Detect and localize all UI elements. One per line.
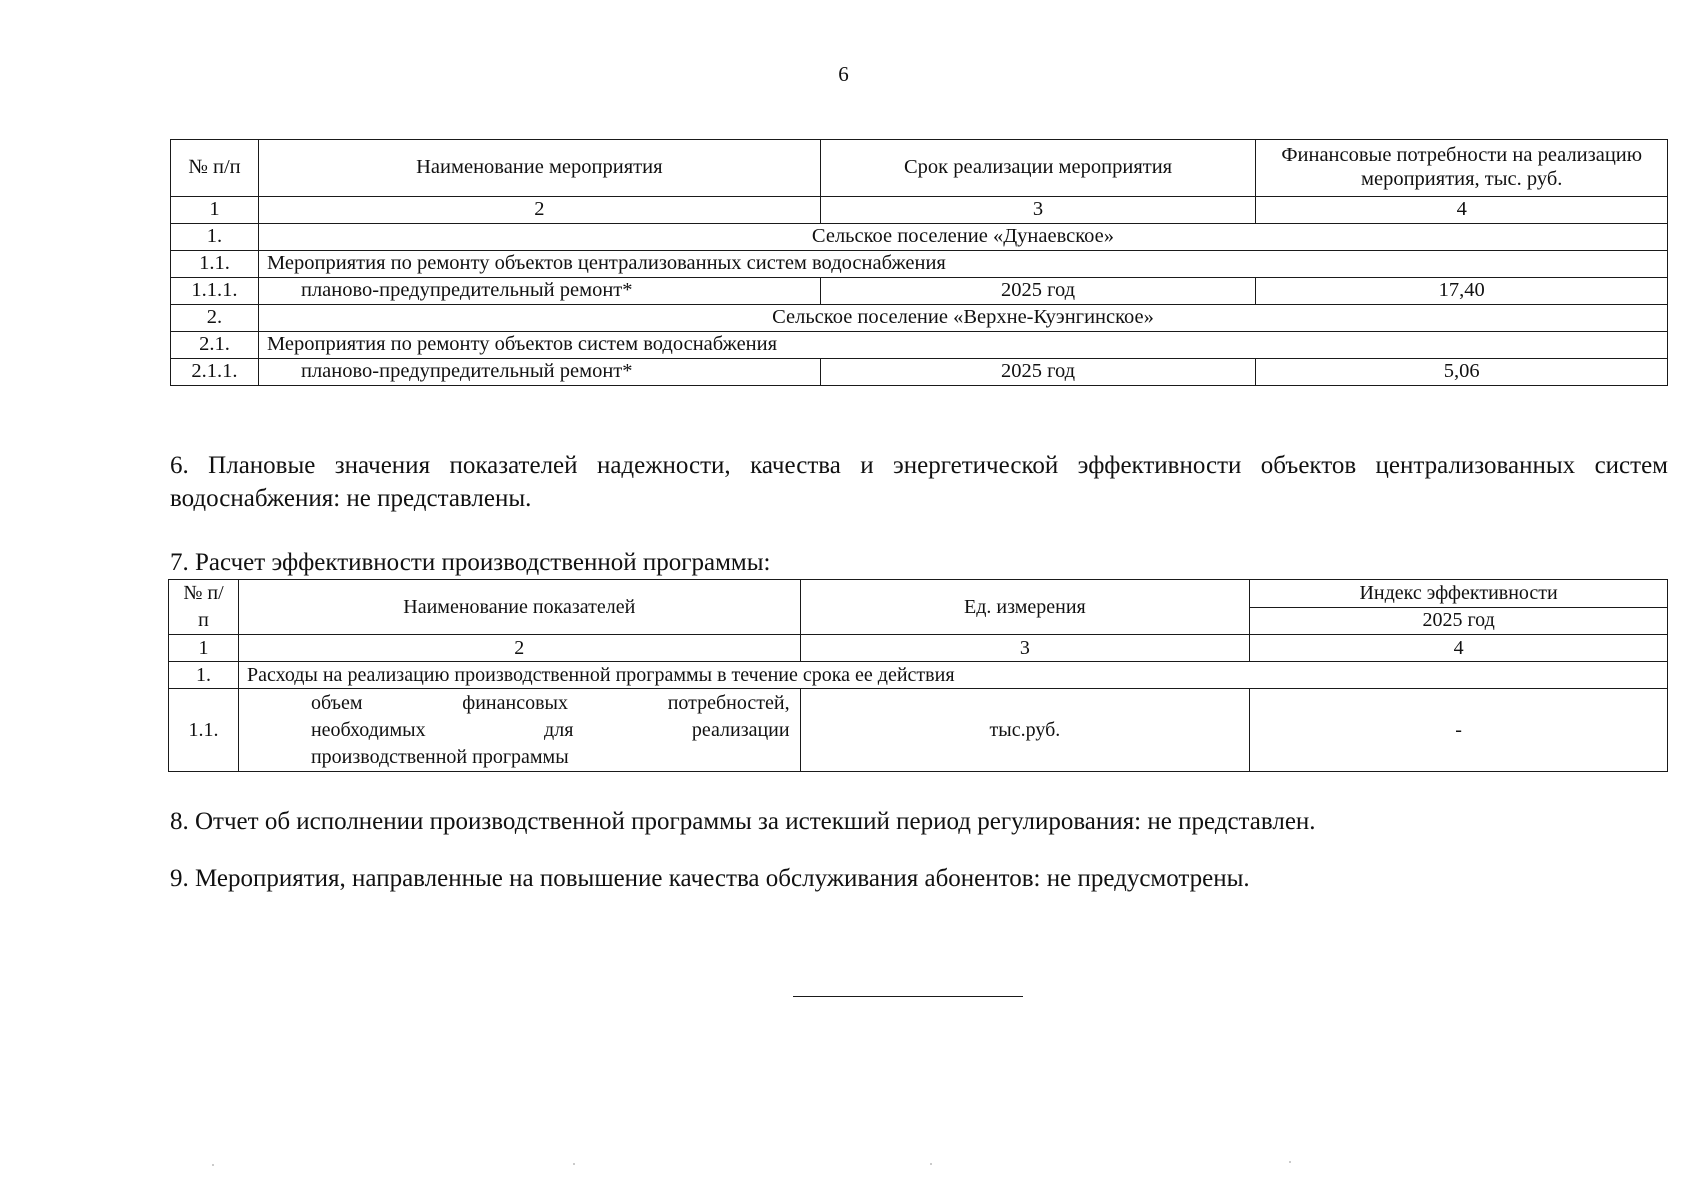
header-unit: Ед. измерения — [800, 580, 1250, 635]
activity-cost: 17,40 — [1256, 278, 1668, 305]
activity-name: планово-предупредительный ремонт* — [258, 278, 820, 305]
paragraph-9: 9. Мероприятия, направленные на повышение качества обслуживания абонентов: не предусмотрены. — [170, 865, 1250, 892]
row-num: 1. — [169, 662, 239, 689]
paragraph-6: 6. Плановые значения показателей надежности, качества и энергетической эффективности объектов централизованных систем водоснабжения: не представлены. — [170, 452, 1668, 512]
activity-term: 2025 год — [820, 359, 1256, 386]
paragraph-8: 8. Отчет об исполнении производственной программы за истекший период регулирования: не представлен. — [170, 808, 1316, 835]
indicator-name-line: производственной программы — [310, 745, 569, 768]
paragraph-7: 7. Расчет эффективности производственной программы: — [170, 549, 771, 576]
row-num: 1. — [171, 224, 259, 251]
table-row — [169, 689, 1668, 772]
section-title: Сельское поселение «Верхне-Куэнгинское» — [258, 305, 1667, 332]
table-row — [171, 359, 1668, 386]
group-row — [171, 332, 1668, 359]
col-number: 4 — [1256, 197, 1668, 224]
section-row — [171, 305, 1668, 332]
scan-speck — [573, 1163, 575, 1165]
efficiency-table — [168, 579, 1668, 772]
table-row — [171, 278, 1668, 305]
group-title: Мероприятия по ремонту объектов централизованных систем водоснабжения — [258, 251, 1667, 278]
header-indicator-name: Наименование показателей — [238, 580, 800, 635]
header-efficiency-index: Индекс эффективности — [1250, 580, 1668, 608]
header-term: Срок реализации мероприятия — [820, 140, 1256, 197]
group-row — [171, 251, 1668, 278]
scan-speck — [1289, 1161, 1291, 1163]
col-number: 2 — [258, 197, 820, 224]
closing-rule — [793, 996, 1023, 997]
indicator-value: - — [1250, 689, 1668, 772]
group-title: Мероприятия по ремонту объектов систем водоснабжения — [258, 332, 1667, 359]
header-activity-name: Наименование мероприятия — [258, 140, 820, 197]
column-number-row — [169, 635, 1668, 662]
col-number: 4 — [1250, 635, 1668, 662]
section-title: Расходы на реализацию производственной программы в течение срока ее действия — [238, 662, 1667, 689]
row-num: 2.1. — [171, 332, 259, 359]
row-num: 2. — [171, 305, 259, 332]
row-num: 2.1.1. — [171, 359, 259, 386]
activity-cost: 5,06 — [1256, 359, 1668, 386]
activity-term: 2025 год — [820, 278, 1256, 305]
row-num: 1.1. — [171, 251, 259, 278]
indicator-unit: тыс.руб. — [800, 689, 1250, 772]
indicator-name-line: необходимых для реализации — [310, 718, 790, 741]
table-header-row — [171, 140, 1668, 197]
header-year: 2025 год — [1250, 607, 1668, 635]
scan-speck — [212, 1164, 214, 1166]
section-title: Сельское поселение «Дунаевское» — [258, 224, 1667, 251]
table-header-row — [169, 580, 1668, 608]
page-number: 6 — [838, 62, 849, 86]
row-num: 1.1.1. — [171, 278, 259, 305]
col-number: 1 — [169, 635, 239, 662]
row-num: 1.1. — [169, 689, 239, 772]
col-number: 1 — [171, 197, 259, 224]
indicator-name-line: объем финансовых потребностей, — [310, 691, 790, 714]
scan-speck — [930, 1163, 932, 1165]
header-num: № п/п — [171, 140, 259, 197]
col-number: 2 — [238, 635, 800, 662]
section-row — [169, 662, 1668, 689]
col-number: 3 — [820, 197, 1256, 224]
col-number: 3 — [800, 635, 1250, 662]
column-number-row — [171, 197, 1668, 224]
header-cost: Финансовые потребности на реализацию мероприятия, тыс. руб. — [1256, 140, 1668, 197]
header-num: № п/п — [169, 580, 239, 635]
activity-name: планово-предупредительный ремонт* — [258, 359, 820, 386]
section-row — [171, 224, 1668, 251]
indicator-name — [238, 689, 800, 772]
activities-table — [170, 139, 1668, 386]
